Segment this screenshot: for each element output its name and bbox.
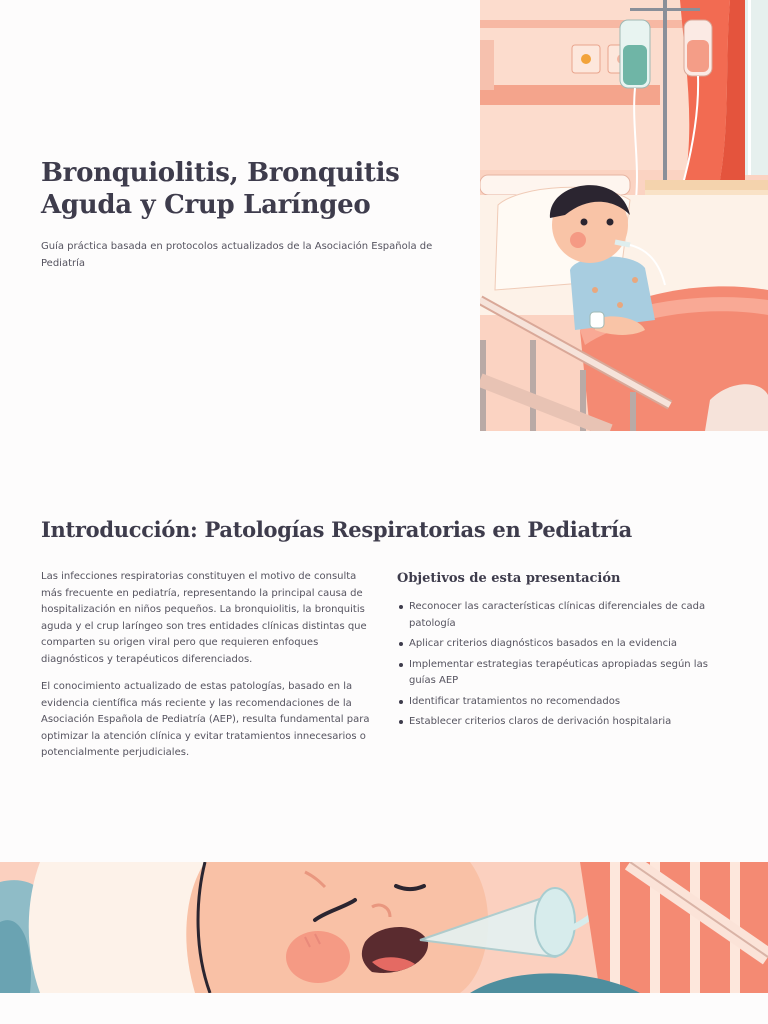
intro-text [41,569,375,773]
objective-item: Aplicar criterios diagnósticos basados en la evidencia [397,636,737,653]
intro-paragraph: Las infecciones respiratorias constituyen el motivo de consulta más frecuente en pediatría, representando la principal causa de hospitalización en niños pequeños. La bronquiolitis, la bronquitis aguda y el crup laríngeo son tres entidades clínicas distintas que comparten su origen viral pero que requieren enfoques diagnósticos y terapéuticos diferenciados. [41,571,367,665]
objectives-list [397,599,737,731]
section-title: Introducción: Patologías Respiratorias en Pediatría [41,517,632,542]
hero-section [0,0,768,431]
objective-item: Implementar estrategias terapéuticas apropiadas según las guías AEP [397,657,737,690]
objective-item: Establecer criterios claros de derivación hospitalaria [397,714,737,731]
objective-item: Identificar tratamientos no recomendados [397,694,737,711]
objective-item: Reconocer las características clínicas diferenciales de cada patología [397,599,737,632]
page-subtitle: Guía práctica basada en protocolos actualizados de la Asociación Española de Pediatría [41,241,433,269]
child-in-hospital-bed-illustration [480,0,768,431]
page-title: Bronquiolitis, Bronquitis Aguda y Crup Laríngeo [41,158,400,220]
hospital-scene-icon [480,0,768,431]
objectives-panel [397,569,737,735]
baby-nebulizer-icon [0,862,768,993]
intro-paragraph: El conocimiento actualizado de estas patologías, basado en la evidencia científica más reciente y las recomendaciones de la Asociación Española de Pediatría (AEP), resulta fundamental para optimizar la atención clínica y evitar tratamientos innecesarios o potencialmente perjudiciales. [41,681,370,758]
baby-with-nebulizer-mask-illustration [0,862,768,993]
objectives-title: Objetivos de esta presentación [397,571,621,586]
